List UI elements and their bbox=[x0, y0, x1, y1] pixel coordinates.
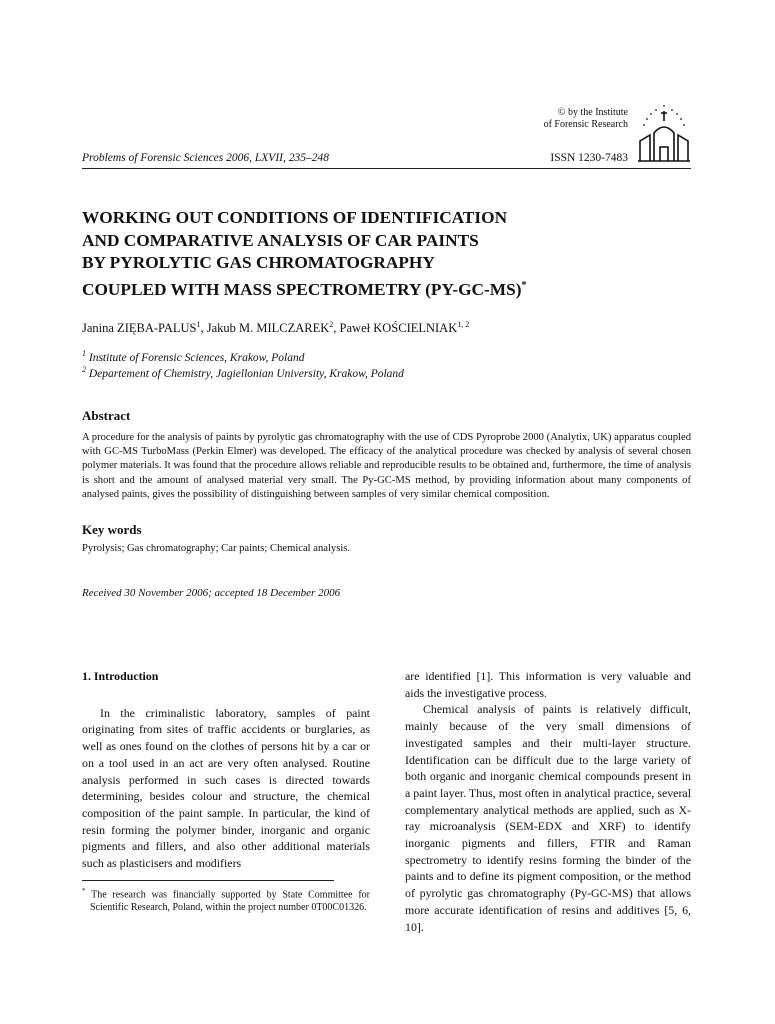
footnote-text: The research was financially supported by State Committee for Scientific Research, Poland, within the project number 0T00C01326. bbox=[85, 889, 370, 914]
copyright-line-2: of Forensic Research bbox=[543, 119, 628, 130]
title-line-4-text: COUPLED WITH MASS SPECTROMETRY (PY-GC-MS) bbox=[82, 279, 522, 299]
journal-citation: Problems of Forensic Sciences 2006, LXVII, 235–248 bbox=[82, 152, 329, 164]
abstract-text: A procedure for the analysis of paints by pyrolytic gas chromatography with the use of CDS Pyroprobe 2000 (Analytix, UK) apparatus coupled with GC-MS TurboMass (Perkin Elmer) was developed. The efficacy of the analytical procedure was checked by analysis of several chosen polymer materials. It was found that the procedure allows reliable and reproducible results to be obtained and, furthermore, the time of analysis is short and the amount of analysed material very small. The Py-GC-MS method, by providing information about many components of analysed paints, gives the possibility of distinguishing between samples of very similar chemical composition. bbox=[82, 432, 691, 500]
author-list bbox=[82, 320, 469, 336]
copyright-line-1: © by the Institute bbox=[557, 107, 628, 118]
issn: ISSN 1230-7483 bbox=[550, 152, 628, 164]
body-right-column bbox=[405, 668, 691, 935]
section-heading-introduction: 1. Introduction bbox=[82, 669, 159, 683]
keywords-text: Pyrolysis; Gas chromatography; Car paints; Chemical analysis. bbox=[82, 543, 351, 554]
copyright-notice bbox=[544, 107, 628, 131]
title-line-4 bbox=[82, 275, 642, 301]
affiliation-1 bbox=[82, 349, 304, 364]
author-name: Jakub M. MILCZAREK bbox=[206, 321, 330, 336]
received-dates: Received 30 November 2006; accepted 18 December 2006 bbox=[82, 587, 341, 599]
footnote-marker: * bbox=[82, 887, 86, 895]
author-affiliation-marker: 1, 2 bbox=[457, 320, 470, 329]
institute-logo-icon bbox=[636, 103, 692, 163]
abstract-heading: Abstract bbox=[82, 408, 131, 423]
author-separator: , bbox=[333, 321, 340, 336]
header-rule bbox=[82, 168, 691, 169]
affiliation-2 bbox=[82, 365, 404, 380]
body-paragraph: In the criminalistic laboratory, samples of paint originating from sites of traffic accidents or burglaries, as well as ones found on the clothes of persons hit by a car or on a tool used in an act are very often analysed. Routine analysis performed in such cases is directed towards determining, besides colour and structure, the chemical composition of the paint sample. In particular, the kind of resin forming the polymer binder, inorganic and organic pigments and fillers, and also other additional materials such as plasticisers and modifiers bbox=[82, 705, 370, 871]
title-line-1: WORKING OUT CONDITIONS OF IDENTIFICATION bbox=[82, 208, 508, 227]
footnote-rule bbox=[82, 880, 334, 881]
author-separator: , bbox=[200, 321, 207, 336]
paper-title bbox=[82, 207, 642, 301]
keywords-heading: Key words bbox=[82, 522, 142, 537]
affiliation-marker: 1 bbox=[82, 349, 86, 358]
body-paragraph: are identified [1]. This information is very valuable and aids the investigative process. bbox=[405, 669, 691, 700]
author-affiliation-marker: 2 bbox=[329, 320, 334, 329]
title-line-2: AND COMPARATIVE ANALYSIS OF CAR PAINTS bbox=[82, 230, 479, 250]
body-paragraph: Chemical analysis of paints is relatively difficult, mainly because of the very small dimensions of investigated samples and their multi-layer structure. Identification can be difficult due to the large variety of both organic and inorganic chemical compounds present in a paint layer. Thus, most often in analytical practice, several complementary analytical methods are applied, such as X-ray microanalysis (SEM-EDX and XRF) to identify inorganic pigments and fillers, FTIR and Raman spectrometry to identify resins forming the binder of the paints and to define its pigment composition, or the method of pyrolytic gas chromatography (Py-GC-MS) that allows more accurate identification of resins and additives [5, 6, 10]. bbox=[405, 702, 691, 934]
author-name: Paweł KOŚCIELNIAK bbox=[339, 321, 458, 336]
title-footnote-marker: * bbox=[521, 279, 527, 291]
body-left-column bbox=[82, 668, 370, 872]
title-line-3: BY PYROLYTIC GAS CHROMATOGRAPHY bbox=[82, 253, 435, 272]
affiliation-text: Institute of Forensic Sciences, Krakow, Poland bbox=[88, 351, 305, 364]
affiliation-text: Departement of Chemistry, Jagiellonian University, Krakow, Poland bbox=[88, 367, 404, 380]
affiliation-marker: 2 bbox=[82, 365, 86, 374]
author-affiliation-marker: 1 bbox=[196, 320, 201, 329]
footnote bbox=[82, 885, 370, 914]
author-name: Janina ZIĘBA-PALUS bbox=[82, 321, 197, 336]
